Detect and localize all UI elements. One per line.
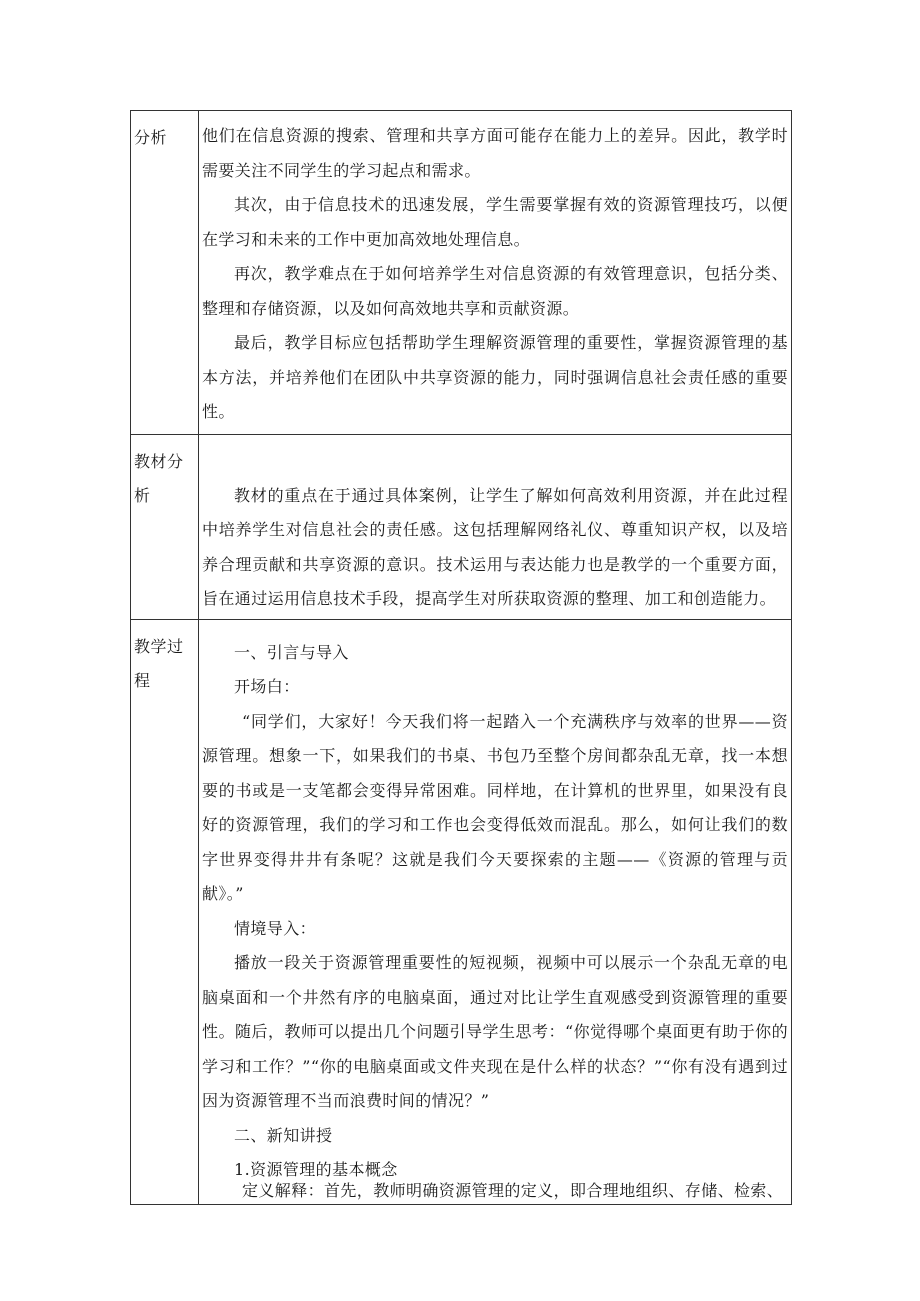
lesson-plan-table [130, 110, 792, 1205]
row-content [199, 435, 791, 619]
paragraph: 教材的重点在于通过具体案例，让学生了解如何高效利用资源，并在此过程中培养学生对信息社会的责任感。这包括理解网络礼仪、尊重知识产权，以及培养合理贡献和共享资源的意识。技术运用与表达能力也是教学的一个重要方面，旨在通过运用信息技术手段，提高学生对所获取资源的整理、加工和创造能力。 [202, 485, 788, 608]
paragraph: 其次，由于信息技术的迅速发展，学生需要掌握有效的资源管理技巧，以便在学习和未来的工作中更加高效地处理信息。 [202, 195, 788, 249]
paragraph: 定义解释：首先，教师明确资源管理的定义，即合理地组织、存储、检索、 [242, 1181, 784, 1200]
paragraph: 他们在信息资源的搜索、管理和共享方面可能存在能力上的差异。因此，教学时需要关注不同学生的学习起点和需求。 [202, 126, 788, 180]
subheading: 情境导入： [234, 918, 317, 938]
paragraph: 再次，教学难点在于如何培养学生对信息资源的有效管理意识，包括分类、整理和存储资源，以及如何高效地共享和贡献资源。 [202, 264, 788, 318]
table-row-textbook-analysis [131, 435, 791, 620]
row-content [199, 111, 791, 434]
section-heading: 二、新知讲授 [234, 1125, 333, 1145]
table-row-analysis [131, 111, 791, 435]
paragraph: 最后，教学目标应包括帮助学生理解资源管理的重要性，掌握资源管理的基本方法，并培养他们在团队中共享资源的能力，同时强调信息社会责任感的重要性。 [202, 333, 788, 421]
row-label: 分析 [131, 111, 199, 434]
row-label: 教材分析 [131, 435, 199, 619]
opening-quote: “同学们，大家好！今天我们将一起踏入一个充满秩序与效率的世界——资源管理。想象一下，如果我们的书桌、书包乃至整个房间都杂乱无章，找一本想要的书或是一支笔都会变得异常困难。同样地，在计算机的世界里，如果没有良好的资源管理，我们的学习和工作也会变得低效而混乱。那么，如何让我们的数字世界变得井井有条呢？这就是我们今天要探索的主题——《资源的管理与贡献》。” [202, 711, 788, 903]
row-content [199, 620, 791, 1204]
trailing-text-block [130, 1174, 790, 1208]
paragraph: 播放一段关于资源管理重要性的短视频，视频中可以展示一个杂乱无章的电脑桌面和一个井然有序的电脑桌面，通过对比让学生直观感受到资源管理的重要性。随后，教师可以提出几个问题引导学生思考：“你觉得哪个桌面更有助于你的学习和工作？”“你的电脑桌面或文件夹现在是什么样的状态？”“你有没有遇到过因为资源管理不当而浪费时间的情况？” [202, 953, 788, 1110]
row-label: 教学过程 [131, 620, 199, 1204]
subheading: 1.资源管理的基本概念 [234, 1160, 398, 1179]
table-row-teaching-process [131, 620, 791, 1205]
subheading: 开场白： [234, 677, 300, 696]
section-heading: 一、引言与导入 [234, 642, 349, 662]
